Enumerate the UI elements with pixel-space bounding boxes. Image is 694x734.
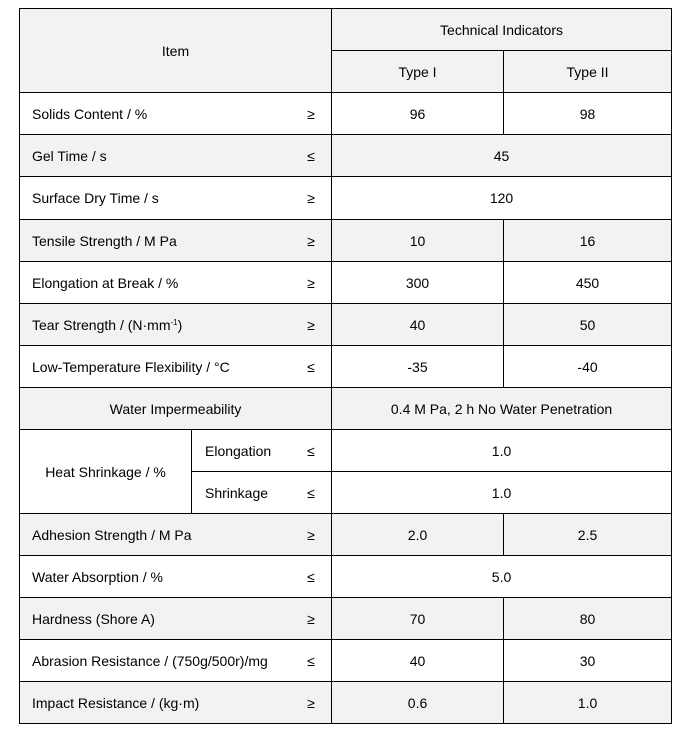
row-symbol: ≥ (307, 316, 315, 333)
table-row (20, 598, 672, 640)
type1-value: 2.0 (332, 514, 504, 556)
row-label-cell (20, 640, 332, 682)
type1-value: 300 (332, 262, 504, 304)
row-symbol: ≥ (307, 610, 315, 627)
row-symbol: ≤ (307, 442, 315, 459)
row-label-cell (20, 93, 332, 135)
technical-indicators-header: Technical Indicators (332, 9, 672, 51)
row-label: Elongation at Break / % (32, 274, 179, 291)
type1-value: 40 (332, 640, 504, 682)
row-symbol: ≥ (307, 190, 315, 206)
type2-value: 2.5 (504, 514, 672, 556)
row-label: Adhesion Strength / M Pa (32, 526, 192, 543)
shared-value: 45 (332, 135, 672, 177)
type1-value: 40 (332, 304, 504, 346)
table-row (20, 514, 672, 556)
row-label: Water Impermeability (20, 388, 332, 430)
row-label: Solids Content / % (32, 105, 148, 122)
row-label-cell (20, 682, 332, 724)
table-row (20, 220, 672, 262)
table-row (20, 430, 672, 472)
sub-label-cell (192, 472, 332, 514)
row-symbol: ≤ (307, 147, 315, 164)
type2-value: 80 (504, 598, 672, 640)
row-label: Gel Time / s (32, 147, 107, 164)
row-label-cell (20, 556, 332, 598)
header-row (20, 9, 672, 51)
row-label: Abrasion Resistance / (750g/500r)/mg (32, 652, 268, 669)
row-label: Impact Resistance / (kg·m) (32, 694, 200, 711)
table-row (20, 304, 672, 346)
sub-label-cell (192, 430, 332, 472)
type2-value: 450 (504, 262, 672, 304)
table-row (20, 682, 672, 724)
row-symbol: ≥ (307, 526, 315, 543)
sub-label: Elongation (205, 442, 272, 459)
row-symbol: ≤ (307, 652, 315, 669)
row-label-superscript: -1 (170, 317, 178, 327)
row-label: Water Absorption / % (32, 568, 163, 585)
item-header: Item (20, 9, 332, 93)
row-label-cell (20, 598, 332, 640)
type2-value: 30 (504, 640, 672, 682)
type2-header: Type II (504, 51, 672, 93)
table-row (20, 93, 672, 135)
row-symbol: ≥ (307, 274, 315, 291)
table-row (20, 388, 672, 430)
row-label-cell (20, 135, 332, 177)
row-label: Hardness (Shore A) (32, 610, 155, 627)
row-symbol: ≤ (307, 568, 315, 585)
row-label (20, 317, 182, 333)
type1-value: 10 (332, 220, 504, 262)
row-label-cell (20, 262, 332, 304)
type2-value: 1.0 (504, 682, 672, 724)
shared-value: 5.0 (332, 556, 672, 598)
row-symbol: ≥ (307, 232, 315, 249)
type2-value: 16 (504, 220, 672, 262)
row-label-cell (20, 220, 332, 262)
row-symbol: ≤ (307, 358, 315, 375)
type2-value: 50 (504, 304, 672, 346)
row-label: Heat Shrinkage / % (20, 430, 192, 514)
sub-label: Shrinkage (205, 484, 269, 501)
shared-value: 1.0 (332, 430, 672, 472)
shared-value: 1.0 (332, 472, 672, 514)
type2-value: -40 (504, 346, 672, 388)
table-row (20, 135, 672, 177)
row-label-cell (20, 514, 332, 556)
row-symbol: ≥ (307, 105, 315, 122)
row-label-cell (20, 177, 332, 220)
table-row (20, 262, 672, 304)
row-label-end: ) (177, 316, 183, 333)
table-row (20, 177, 672, 220)
type2-value: 98 (504, 93, 672, 135)
row-label-text: Tear Strength / (N·mm (32, 316, 171, 333)
row-label: Low-Temperature Flexibility / °C (32, 358, 230, 375)
table-row (20, 640, 672, 682)
row-label-cell (20, 346, 332, 388)
type1-header: Type I (332, 51, 504, 93)
type1-value: 0.6 (332, 682, 504, 724)
table-row (20, 556, 672, 598)
type1-value: 70 (332, 598, 504, 640)
row-label: Tensile Strength / M Pa (32, 232, 177, 249)
type1-value: 96 (332, 93, 504, 135)
row-symbol: ≥ (307, 694, 315, 711)
row-label-cell (20, 304, 332, 346)
table-row (20, 346, 672, 388)
shared-value: 0.4 M Pa, 2 h No Water Penetration (332, 388, 672, 430)
row-label: Surface Dry Time / s (32, 190, 159, 206)
shared-value: 120 (332, 177, 672, 220)
type1-value: -35 (332, 346, 504, 388)
technical-indicators-table (19, 8, 672, 724)
row-symbol: ≤ (307, 484, 315, 501)
